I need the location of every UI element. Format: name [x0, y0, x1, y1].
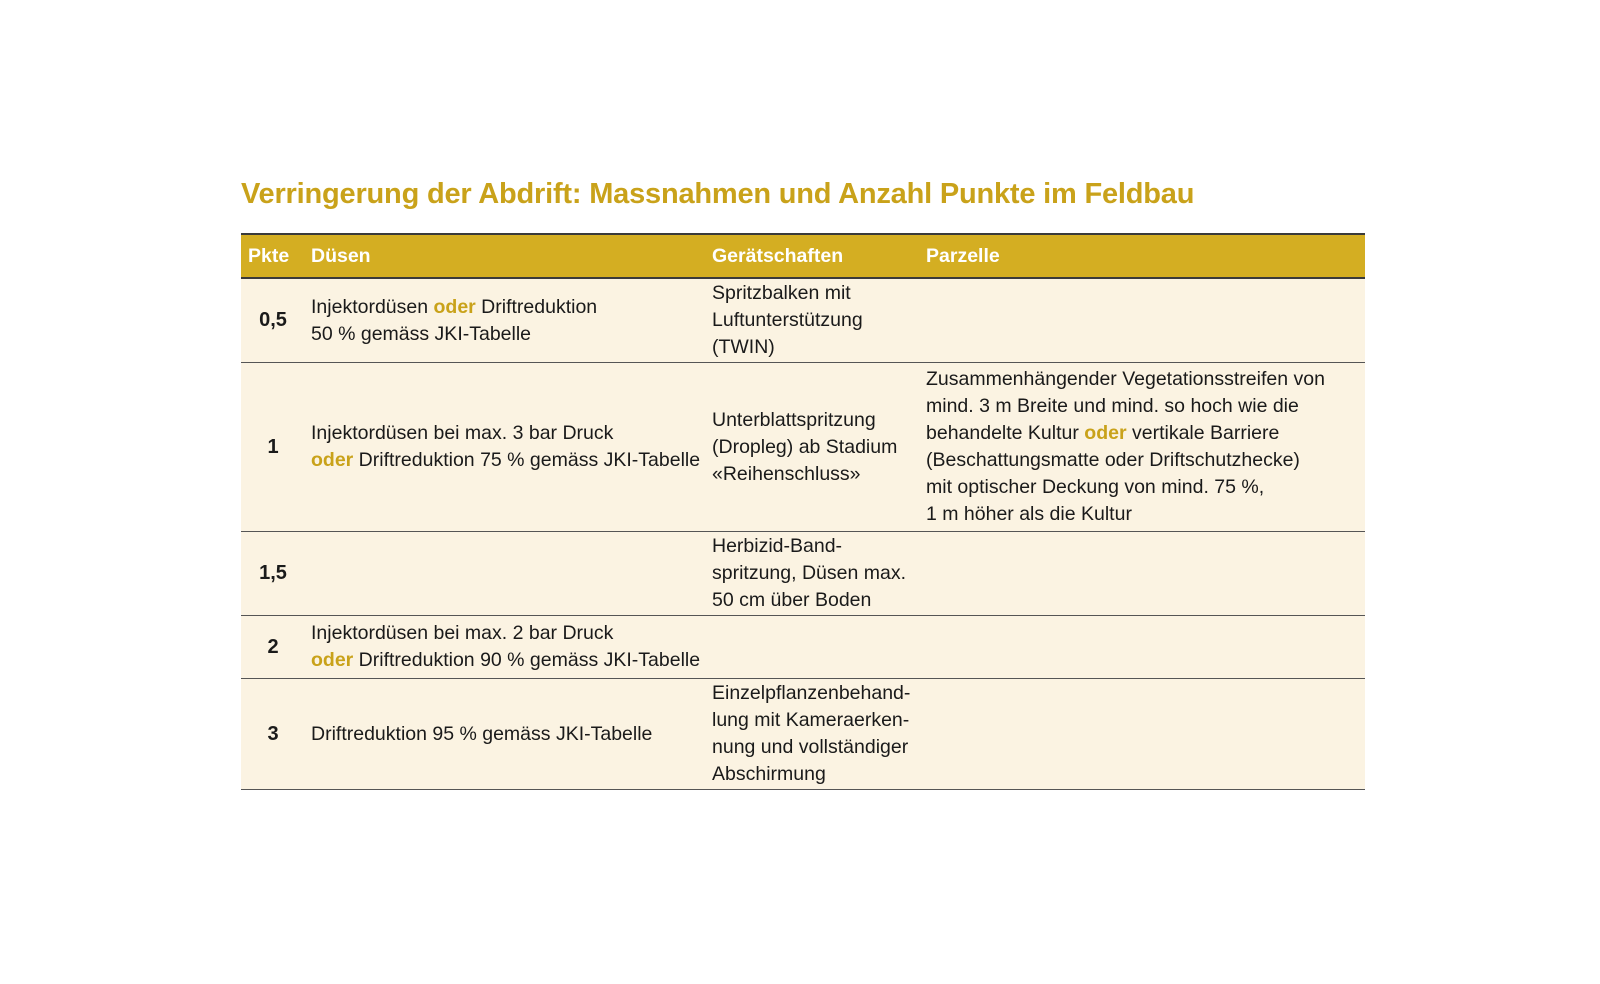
- cell-line: [926, 420, 1359, 447]
- cell-parzelle: [920, 532, 1365, 616]
- cell-pkte: 2: [241, 616, 305, 679]
- cell-duesen: [305, 679, 706, 790]
- cell-line: (Beschattungsmatte oder Driftschutzhecke): [926, 449, 1300, 471]
- cell-line: Driftreduktion 95 % gemäss JKI-Tabelle: [311, 722, 653, 745]
- oder-highlight: oder: [311, 449, 354, 471]
- cell-geraetschaften: [706, 363, 920, 532]
- cell-pkte: 0,5: [241, 278, 305, 363]
- text-segment: Injektordüsen: [311, 295, 434, 318]
- cell-line: 50 cm über Boden: [712, 589, 872, 611]
- cell-geraetschaften: [706, 616, 920, 679]
- text-segment: vertikale Barriere: [1126, 422, 1280, 444]
- cell-line: «Reihenschluss»: [712, 462, 861, 485]
- cell-line: lung mit Kameraerken-: [712, 709, 910, 731]
- cell-line: Einzelpflanzenbehand-: [712, 682, 911, 704]
- cell-geraetschaften: [706, 679, 920, 790]
- header-duesen: Düsen: [305, 234, 706, 278]
- table-row: [241, 363, 1365, 532]
- cell-line: (Dropleg) ab Stadium: [712, 435, 898, 458]
- cell-geraetschaften: [706, 278, 920, 363]
- cell-duesen: [305, 278, 706, 363]
- table-title: Verringerung der Abdrift: Massnahmen und Anzahl Punkte im Feldbau: [241, 178, 1195, 210]
- oder-highlight: oder: [1084, 422, 1127, 444]
- text-segment: Driftreduktion: [475, 295, 598, 318]
- text-segment: behandelte Kultur: [926, 422, 1085, 444]
- table-row: [241, 532, 1365, 616]
- cell-parzelle: [920, 278, 1365, 363]
- cell-line: Spritzbalken mit: [712, 282, 851, 304]
- cell-line: Zusammenhängender Vegetationsstreifen von: [926, 368, 1325, 390]
- cell-duesen: [305, 616, 706, 679]
- cell-line: 50 % gemäss JKI-Tabelle: [311, 322, 532, 345]
- cell-parzelle: [920, 679, 1365, 790]
- cell-line: [311, 447, 700, 474]
- table-row: [241, 679, 1365, 790]
- cell-duesen: [305, 532, 706, 616]
- cell-line: [311, 294, 700, 321]
- cell-line: [311, 647, 700, 674]
- cell-duesen: [305, 363, 706, 532]
- header-geraetschaften: Gerätschaften: [706, 234, 920, 278]
- cell-line: mind. 3 m Breite und mind. so hoch wie die: [926, 395, 1299, 417]
- text-segment: Driftreduktion 90 % gemäss JKI-Tabelle: [353, 649, 701, 671]
- cell-line: (TWIN): [712, 336, 775, 358]
- cell-line: mit optischer Deckung von mind. 75 %,: [926, 476, 1265, 498]
- cell-line: Herbizid-Band-: [712, 535, 843, 557]
- cell-pkte: 3: [241, 679, 305, 790]
- cell-line: Luftunterstützung: [712, 309, 863, 331]
- cell-geraetschaften: [706, 532, 920, 616]
- oder-highlight: oder: [433, 295, 476, 318]
- cell-line: Abschirmung: [712, 763, 826, 785]
- cell-line: spritzung, Düsen max.: [712, 562, 907, 584]
- oder-highlight: oder: [311, 649, 354, 671]
- header-parzelle: Parzelle: [920, 234, 1365, 278]
- cell-pkte: 1,5: [241, 532, 305, 616]
- text-segment: Driftreduktion 75 % gemäss JKI-Tabelle: [353, 449, 701, 471]
- cell-line: Unterblattspritzung: [712, 408, 876, 431]
- cell-line: nung und vollständiger: [712, 736, 909, 758]
- table-row: [241, 616, 1365, 679]
- cell-line: Injektordüsen bei max. 3 bar Druck: [311, 422, 614, 444]
- table-row: [241, 278, 1365, 363]
- cell-line: 1 m höher als die Kultur: [926, 503, 1132, 525]
- cell-parzelle: [920, 363, 1365, 532]
- table-header-row: [241, 234, 1365, 278]
- cell-parzelle: [920, 616, 1365, 679]
- header-pkte: Pkte: [241, 234, 305, 278]
- drift-reduction-table: [241, 233, 1365, 790]
- cell-pkte: 1: [241, 363, 305, 532]
- cell-line: Injektordüsen bei max. 2 bar Druck: [311, 622, 614, 644]
